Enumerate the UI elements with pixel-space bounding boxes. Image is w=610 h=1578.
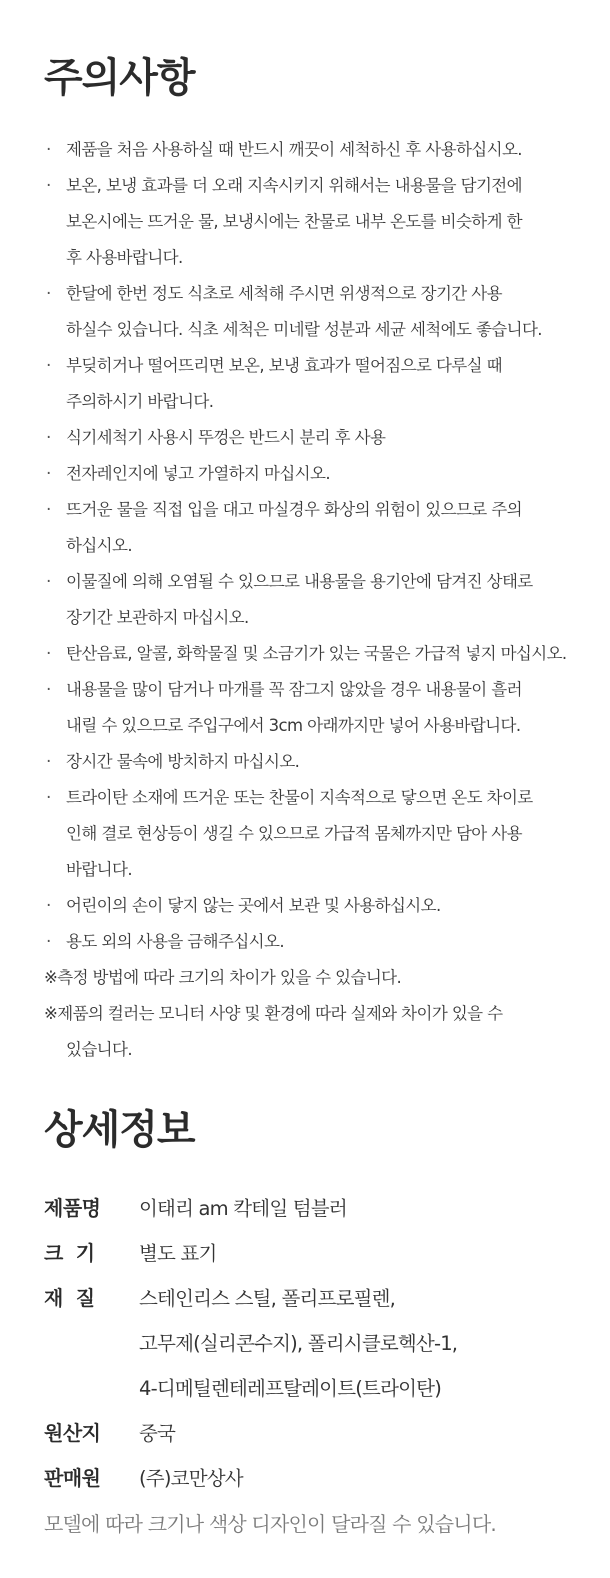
detail-value: 이태리 am 칵테일 텀블러 xyxy=(139,1197,347,1220)
caution-item-text: 하십시오. xyxy=(66,536,133,555)
details-heading: 상세정보 xyxy=(44,1107,195,1153)
detail-row xyxy=(44,1276,600,1411)
caution-item xyxy=(44,420,600,456)
caution-item-text: · 탄산음료, 알콜, 화학물질 및 소금기가 있는 국물은 가급적 넣지 마십시오. xyxy=(66,644,567,663)
detail-value: 고무제(실리콘수지), 폴리시클로헥산-1, xyxy=(139,1332,458,1355)
caution-item-text: 장기간 보관하지 마십시오. xyxy=(66,608,249,627)
detail-values xyxy=(139,1186,600,1231)
caution-item xyxy=(44,348,600,420)
caution-item-text: · 한달에 한번 정도 식초로 세척해 주시면 위생적으로 장기간 사용 xyxy=(66,284,502,303)
caution-item xyxy=(44,276,600,348)
detail-values xyxy=(139,1276,600,1411)
detail-key: 원산지 xyxy=(44,1421,101,1445)
caution-item-text: 바랍니다. xyxy=(66,860,133,879)
detail-row xyxy=(44,1411,600,1456)
caution-note xyxy=(44,996,600,1068)
detail-value: 별도 표기 xyxy=(139,1242,217,1265)
detail-table xyxy=(44,1186,600,1501)
detail-row xyxy=(44,1186,600,1231)
caution-item-text: · 제품을 처음 사용하실 때 반드시 깨끗이 세척하신 후 사용하십시오. xyxy=(66,140,522,159)
caution-item xyxy=(44,168,600,276)
caution-heading: 주의사항 xyxy=(44,55,195,101)
detail-value: 중국 xyxy=(139,1422,176,1445)
caution-item xyxy=(44,888,600,924)
caution-item-text: · 보온, 보냉 효과를 더 오래 지속시키지 위해서는 내용물을 담기전에 xyxy=(66,176,522,195)
caution-item-text: 인해 결로 현상등이 생길 수 있으므로 가급적 몸체까지만 담아 사용 xyxy=(66,824,522,843)
caution-item-text: 보온시에는 뜨거운 물, 보냉시에는 찬물로 내부 온도를 비슷하게 한 xyxy=(66,212,522,231)
caution-item-text: 하실수 있습니다. 식초 세척은 미네랄 성분과 세균 세척에도 좋습니다. xyxy=(66,320,542,339)
caution-item-text: · 용도 외의 사용을 금해주십시오. xyxy=(66,932,284,951)
caution-item-text: · 부딪히거나 떨어뜨리면 보온, 보냉 효과가 떨어짐으로 다루실 때 xyxy=(66,356,502,375)
caution-item-text: · 식기세척기 사용시 뚜껑은 반드시 분리 후 사용 xyxy=(66,428,386,447)
caution-item-text: 주의하시기 바랍니다. xyxy=(66,392,214,411)
caution-item-text: 내릴 수 있으므로 주입구에서 3cm 아래까지만 넣어 사용바랍니다. xyxy=(66,716,521,735)
caution-item-text: · 뜨거운 물을 직접 입을 대고 마실경우 화상의 위험이 있으므로 주의 xyxy=(66,500,522,519)
detail-values xyxy=(139,1456,600,1501)
detail-value: 4-디메틸렌테레프탈레이트(트라이탄) xyxy=(139,1377,442,1400)
detail-value: 스테인리스 스틸, 폴리프로필렌, xyxy=(139,1287,396,1310)
caution-item-text: · 내용물을 많이 담거나 마개를 꼭 잠그지 않았을 경우 내용물이 흘러 xyxy=(66,680,522,699)
caution-item-text: 후 사용바랍니다. xyxy=(66,248,183,267)
detail-row xyxy=(44,1456,600,1501)
caution-item xyxy=(44,636,600,672)
caution-item xyxy=(44,780,600,888)
caution-item-text: · 전자레인지에 넣고 가열하지 마십시오. xyxy=(66,464,331,483)
detail-key: 크 기 xyxy=(44,1241,95,1265)
caution-item xyxy=(44,456,600,492)
caution-item-text: · 이물질에 의해 오염될 수 있으므로 내용물을 용기안에 담겨진 상태로 xyxy=(66,572,533,591)
caution-item-text: · 트라이탄 소재에 뜨거운 또는 찬물이 지속적으로 닿으면 온도 차이로 xyxy=(66,788,533,807)
caution-item xyxy=(44,672,600,744)
detail-values xyxy=(139,1231,600,1276)
caution-item xyxy=(44,564,600,636)
detail-value: (주)코만상사 xyxy=(139,1467,243,1490)
caution-item xyxy=(44,492,600,564)
detail-values xyxy=(139,1411,600,1456)
caution-note xyxy=(44,960,600,996)
caution-item-text: · 어린이의 손이 닿지 않는 곳에서 보관 및 사용하십시오. xyxy=(66,896,441,915)
detail-row xyxy=(44,1231,600,1276)
detail-key: 판매원 xyxy=(44,1466,101,1490)
caution-note-text: 있습니다. xyxy=(66,1040,133,1059)
caution-note-text: ※측정 방법에 따라 크기의 차이가 있을 수 있습니다. xyxy=(44,968,402,987)
caution-list xyxy=(44,132,600,1068)
footnote: 모델에 따라 크기나 색상 디자인이 달라질 수 있습니다. xyxy=(44,1512,496,1536)
detail-key: 재 질 xyxy=(44,1286,95,1310)
caution-item xyxy=(44,744,600,780)
caution-item-text: · 장시간 물속에 방치하지 마십시오. xyxy=(66,752,300,771)
caution-item xyxy=(44,132,600,168)
detail-key: 제품명 xyxy=(44,1196,101,1220)
caution-item xyxy=(44,924,600,960)
caution-note-text: ※제품의 컬러는 모니터 사양 및 환경에 따라 실제와 차이가 있을 수 xyxy=(44,1004,503,1023)
